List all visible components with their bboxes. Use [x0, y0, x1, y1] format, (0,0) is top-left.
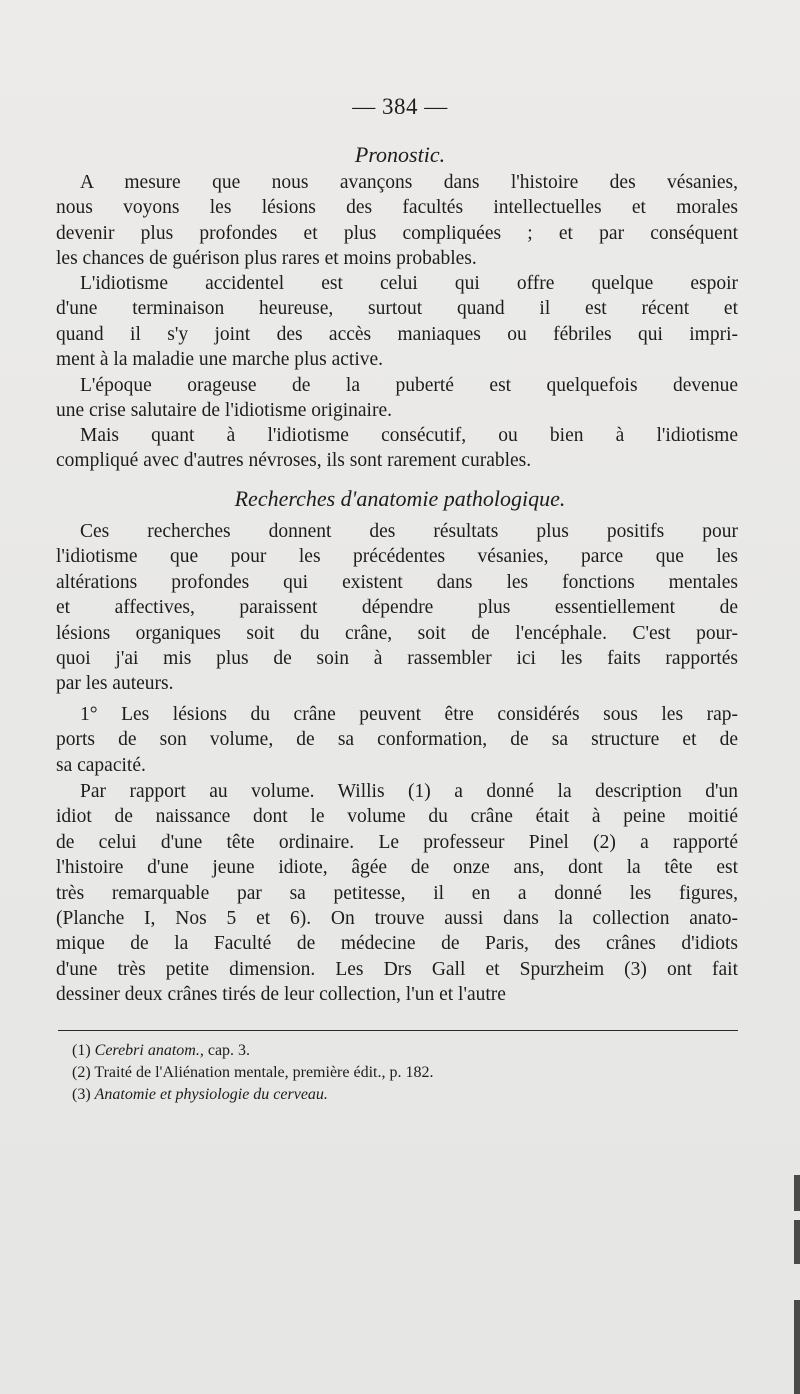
paragraph — [56, 423, 738, 474]
text-line: d'une terminaison heureuse, surtout quand il est récent et — [56, 298, 738, 320]
text-line: de celui d'une tête ordinaire. Le professeur Pinel (2) a rapporté — [56, 831, 738, 853]
paragraph — [56, 702, 738, 778]
paragraph — [56, 519, 738, 697]
text-line: compliqué avec d'autres névroses, ils sont rarement curables. — [56, 450, 532, 472]
paragraph — [56, 779, 738, 1008]
text-line: L'idiotisme accidentel est celui qui offre quelque espoir — [80, 273, 738, 294]
text-line: Mais quant à l'idiotisme consécutif, ou bien à l'idiotisme — [80, 425, 738, 446]
text-line: dessiner deux crânes tirés de leur collection, l'un et l'autre — [56, 984, 506, 1006]
text-line: A mesure que nous avançons dans l'histoire des vésanies, — [80, 172, 738, 193]
text-line: quoi j'ai mis plus de soin à rassembler ici les faits rapportés — [56, 647, 738, 669]
footnote-divider — [58, 1030, 738, 1031]
text-line: nous voyons les lésions des facultés intellectuelles et morales — [56, 197, 738, 219]
footnotes — [72, 1040, 433, 1106]
text-line: 1° Les lésions du crâne peuvent être considérés sous les rap- — [80, 704, 738, 725]
paragraph — [56, 170, 738, 272]
text-line: l'histoire d'une jeune idiote, âgée de onze ans, dont la tête est — [56, 857, 738, 879]
text-line: quand il s'y joint des accès maniaques ou fébriles qui impri- — [56, 323, 738, 345]
text-line: (Planche I, Nos 5 et 6). On trouve aussi dans la collection anato- — [56, 907, 738, 929]
text-line: par les auteurs. — [56, 673, 174, 695]
footnote-mark: (1) — [72, 1042, 91, 1059]
text-line: et affectives, paraissent dépendre plus essentiellement de — [56, 597, 738, 619]
text-line: altérations profondes qui existent dans les fonctions mentales — [56, 571, 738, 593]
page-number: — 384 — — [352, 94, 448, 119]
text-line: lésions organiques soit du crâne, soit de l'encéphale. C'est pour- — [56, 622, 738, 644]
text-line: ports de son volume, de sa conformation, de sa structure et de — [56, 729, 738, 751]
scan-edge-mark — [794, 1175, 800, 1211]
section-heading-pronostic: Pronostic. — [354, 142, 446, 167]
footnote — [72, 1062, 433, 1084]
footnote — [72, 1084, 433, 1106]
text-line: très remarquable par sa petitesse, il en a donné les figures, — [56, 882, 738, 904]
text-line: d'une très petite dimension. Les Drs Gall et Spurzheim (3) ont fait — [56, 958, 738, 980]
text-line: Ces recherches donnent des résultats plus positifs pour — [80, 521, 738, 542]
paragraph — [56, 373, 738, 424]
footnote-text: cap. 3. — [203, 1042, 251, 1059]
text-line: mique de la Faculté de médecine de Paris, des crânes d'idiots — [56, 933, 738, 955]
footnote-text: Traité de l'Aliénation mentale, première édit., p. 182. — [94, 1064, 434, 1081]
footnote-title: Cerebri anatom., — [94, 1042, 204, 1059]
section-heading-recherches: Recherches d'anatomie pathologique. — [234, 486, 566, 511]
footnote-mark: (2) — [72, 1064, 91, 1081]
text-line: idiot de naissance dont le volume du crâne était à peine moitié — [56, 806, 738, 828]
scan-edge-mark — [794, 1220, 800, 1264]
text-line: Par rapport au volume. Willis (1) a donné la description d'un — [80, 781, 738, 802]
text-line: L'époque orageuse de la puberté est quelquefois devenue — [80, 375, 738, 396]
footnote-mark: (3) — [72, 1086, 91, 1103]
scan-edge-mark — [794, 1300, 800, 1394]
text-line: devenir plus profondes et plus compliquées ; et par conséquent — [56, 222, 738, 244]
text-line: l'idiotisme que pour les précédentes vésanies, parce que les — [56, 546, 738, 568]
text-line: sa capacité. — [56, 754, 146, 776]
footnote-title: Anatomie et physiologie du cerveau. — [94, 1086, 328, 1103]
footnote — [72, 1040, 433, 1062]
text-line: une crise salutaire de l'idiotisme originaire. — [56, 400, 392, 422]
paragraph — [56, 271, 738, 373]
text-line: ment à la maladie une marche plus active. — [56, 349, 384, 371]
text-line: les chances de guérison plus rares et moins probables. — [56, 248, 477, 270]
